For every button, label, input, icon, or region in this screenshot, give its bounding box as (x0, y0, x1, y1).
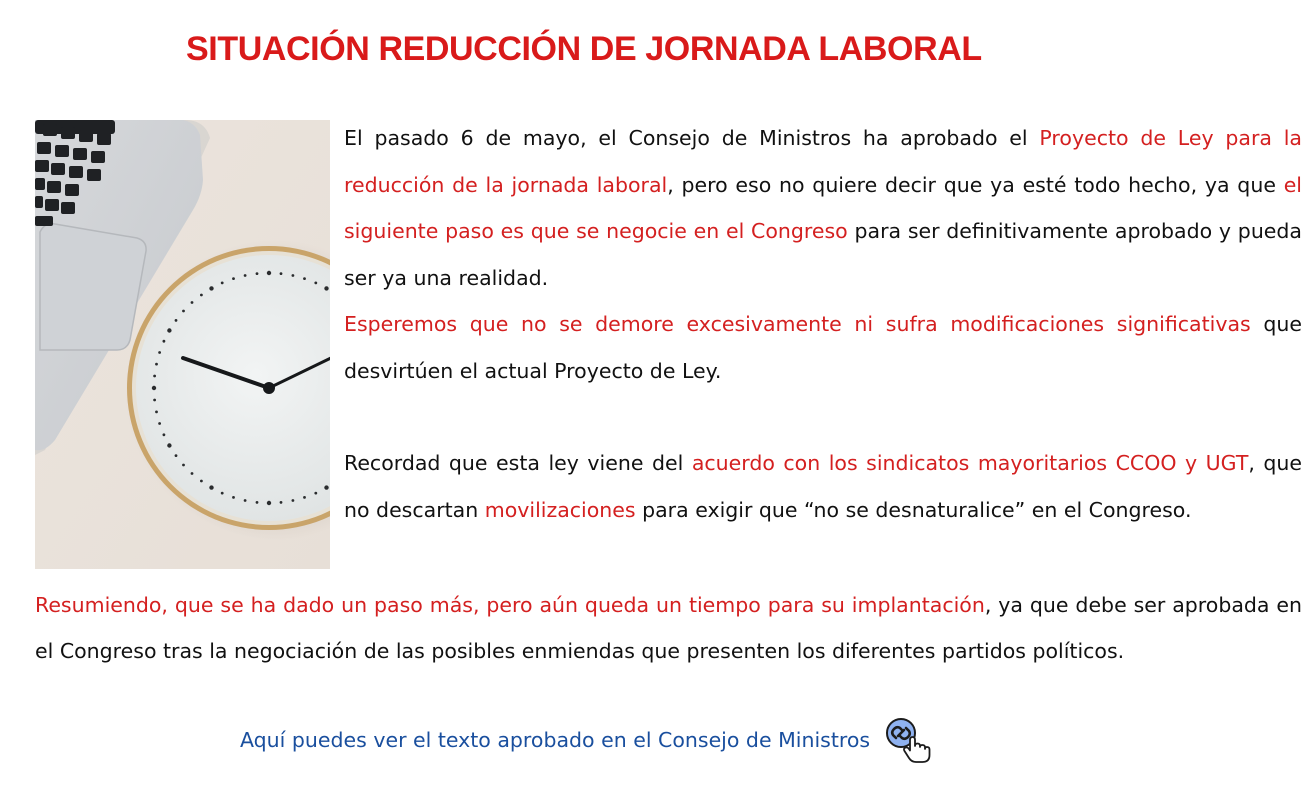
approved-text-link[interactable] (240, 718, 932, 762)
text-segment: Recordad que esta ley viene del (344, 451, 692, 475)
clock-dial-dot (163, 433, 166, 436)
paragraph-approval (344, 115, 1302, 301)
clock-dial-dot (209, 485, 213, 489)
clock-dial-dot (163, 340, 166, 343)
text-segment: , que no descartan (344, 451, 1303, 522)
clock-dial-dot (200, 294, 203, 297)
link-hand-icon[interactable] (884, 716, 932, 764)
clock-dial-dot (152, 386, 156, 390)
approved-text-link-label[interactable]: Aquí puedes ver el texto aprobado en el Consejo de Ministros (240, 728, 871, 752)
clock-dial-dot (221, 492, 224, 495)
clock-dial-dot (153, 375, 156, 378)
clock-dial-dot (167, 443, 171, 447)
clock-dial-dot (324, 286, 328, 290)
highlight-segment: Proyecto de Ley para la reducción de la jornada laboral (344, 126, 1302, 197)
clock-dial-dot (209, 286, 213, 290)
clock-dial-dot (158, 351, 161, 354)
clock-dial-dot (267, 501, 271, 505)
clock-dial-dot (267, 271, 271, 275)
clock-dial-dot (182, 464, 185, 467)
paragraph-unions (344, 440, 1302, 533)
highlight-segment: acuerdo con los sindicatos mayoritarios CCOO y UGT (691, 451, 1249, 475)
highlight-segment: Esperemos que no se demore excesivamente ni sufra modificaciones significativas (344, 312, 1251, 336)
highlight-segment: el siguiente paso es que se negocie en el Congreso (344, 172, 1302, 243)
clock-dial-dot (292, 274, 295, 277)
clock-dial-dot (244, 499, 247, 502)
clock-dial-dot (303, 496, 306, 499)
clock-dial-dot (232, 277, 235, 280)
clock-dial-dot (155, 411, 158, 414)
text-segment: El pasado 6 de mayo, el Consejo de Ministros ha aprobado el (344, 126, 1040, 150)
text-segment: que desvirtúen el actual Proyecto de Ley. (344, 312, 1302, 383)
paragraph-spacer (344, 394, 1302, 440)
clock-dial-dot (280, 501, 283, 504)
clock-dial-dot (191, 472, 194, 475)
highlight-segment: movilizaciones (484, 497, 636, 522)
text-segment: , ya que debe ser aprobada en el Congreso tras la negociación de las posibles enmiendas que presenten los diferentes partidos políticos. (35, 593, 1303, 663)
paragraph-summary (35, 582, 1302, 674)
clock-dial-dot (175, 319, 178, 322)
clock-dial-dot (158, 422, 161, 425)
clock-dial-dot (303, 277, 306, 280)
clock-dial-dot (167, 328, 171, 332)
clock-dial-dot (314, 282, 317, 285)
paragraph-hope (344, 301, 1302, 394)
text-segment: para ser definitivamente aprobado y pueda ser ya una realidad. (344, 219, 1302, 290)
clock-dial-dot (221, 282, 224, 285)
highlight-segment: Resumiendo, que se ha dado un paso más, pero aún queda un tiempo para su implantación (35, 593, 985, 617)
clock-dial-dot (244, 274, 247, 277)
text-segment: , pero eso no quiere decir que ya esté todo hecho, ya que (667, 172, 1284, 197)
clock-dial-dot (200, 480, 203, 483)
clock-dial-dot (324, 485, 328, 489)
clock-dial-dot (256, 272, 259, 275)
clock-dial-dot (155, 363, 158, 366)
clock-dial-dot (232, 496, 235, 499)
clock-dial-dot (182, 310, 185, 313)
clock-dial-dot (280, 272, 283, 275)
clock-dial-dot (191, 301, 194, 304)
main-text-column (344, 115, 1302, 533)
laptop-clock-photo (35, 120, 330, 569)
clock-dial-dot (153, 399, 156, 402)
text-segment: para exigir que “no se desnaturalice” en el Congreso. (635, 497, 1192, 522)
page-title: SITUACIÓN REDUCCIÓN DE JORNADA LABORAL (186, 30, 982, 68)
clock-dial-dot (175, 454, 178, 457)
clock-dial-dot (314, 492, 317, 495)
clock-dial-dot (256, 501, 259, 504)
clock-dial-dot (292, 499, 295, 502)
